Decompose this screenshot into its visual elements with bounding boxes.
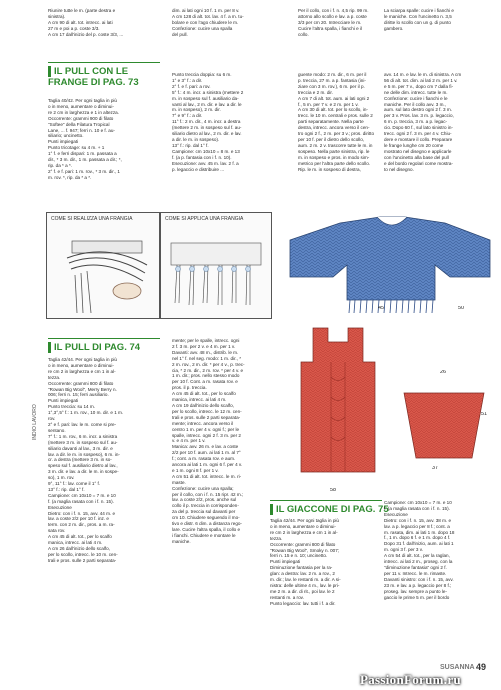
col4-top-text: La sciarpa spalle: cucire i fianchi e le maniche. Con l'uncinetto n. 3,5 diritte lo scollo con un g. di punto gambero. — [384, 8, 454, 31]
section-rule — [48, 62, 160, 63]
col3-top-text: Per il collo, con i f. n. 4,5 rip. 99 m. attorno allo scollo e lav. a p. coste 3/3 per cm 20. Intrecciare le m. Cucire l'altra spalla, i fianchi e il collo. — [298, 8, 369, 37]
heading-accent-bar — [270, 504, 273, 515]
col2-mid-text: Punto treccia doppia: su 6 m. 1° e 3° f.: a dir. 2° f. e f. pari: a rov. 5° f.: 4 m. incr. a sinistra (mettere 2 m. in sospeso sul f. ausiliario da- vanti al lav., 2 m. dir. e lav. a dir. le m. in sospeso), 2 m. dir. 7° e 9° f.: a dir. 11° f.: 2 m. dir., 4 m. incr. a destra (mettere 2 m. in sospeso sul f. au- siliario dietro al lav., 2 m. dir. e lav. a dir. le m. in sospeso). 13° f.: rip. dal 1° f. Campione: cm 10x10 = 8 m. e 13 f. (a p. fantasia con i f. n. 10). Esecuzione: avv. 45 m. lav. 2 f. a p. legaccio e distribuire ... — [172, 72, 244, 172]
fringe-diagram-apply — [160, 212, 272, 319]
dim-label-58: 58 — [330, 488, 337, 493]
dim-label-51: 51 — [481, 412, 488, 417]
dim-label-50: 50 — [458, 306, 465, 311]
heading-text: IL PULL CON LE FRANGE DI PAG. 73 — [48, 66, 139, 88]
red-sleeve-schematic — [394, 378, 494, 463]
col3-bottom-text: Taglia 42/44. Per ogni taglia in più o in meno, aumentare o diminui- re cm 2 in larghezza e cm 1 in al- tezza. Occorrente: grammi 800 di filato "Rowan Big Wool", Smoky n. 007; ferri n. 15 e n. 10; uncinetto. Punti impiegati Diminuzione fantasia per la ra- glan: a destra: lav. 2 m. a rov., 2 m. dir.; lav. le restanti m. a dir. A si- nistra: delle ultime 4 m., lav. le pri- me 2 m. a dir. di rit., poi lav. le 2 restanti m. a rov. Punto legaccio: lav. tutti i f. a dir. — [270, 518, 341, 606]
dim-label-45: 45 — [378, 306, 385, 311]
section-rule-3 — [270, 500, 382, 501]
heading-text: IL GIACCONE DI PAG. 75 — [276, 504, 389, 515]
dim-label-26: 26 — [440, 370, 447, 375]
section-heading-giaccone — [270, 504, 390, 515]
watermark: PassionForum.ru — [360, 672, 461, 687]
col3-mid-text: guente modo: 2 m. dir., 6 m. per il p. treccia, 27 m. a p. fantasia (ini- ziare con 3 m. rov.), 6 m. per il p. treccia e 2 m. dir. A cm 7 di alt. tot. aum. ai lati ogni 2 f., 5 m. per 7 v. e 2 m. per 1 v. A cm 30 di alt. tot. per lo scollo, in- trecc. le 10 m. centrali e pros. sulle 2 parti separatamente. Nella parte destra, intrecc. ancora verso il cen- tro ogni 2 f., 2 m. per 3 v.; pros. diritto per 10 f. per il dietro dello scollo, aum. 2 m. 2 v. trascorre tutte le m. in sospeso. Nella parte sinistra, rip. le m. in sospeso e pros. in modo sim- metrico per l'altra parte dello scollo. Rip. le m. in sospeso di destra, — [298, 72, 374, 172]
blue-sweater-schematic — [285, 205, 495, 315]
brand-footer: SUSANNA — [440, 664, 475, 671]
col2-top-text: dim. ai lati ogni 10 f. 1 m. per 8 v. A cm 128 di alt. tot. lav. 4 f. a m. tu- bolare e con l'ago chiudere le m. Confezione: cucire una spalla del pull. — [172, 8, 244, 37]
col4-mid-text: avv. 14 m. e lav. le m. di sinistra. A cm 56 di alt. tot. dim. ai lati 2 m. per 1 v. e 5 m. per 7 v., dopo cm 7 dalla fi- ne delle dim. intrecc. tutte le m. Confezione: cucire i fianchi e le maniche. Per il collo avv. 3 m., aum. sul lato destro ogni 2 f. 3 m. per 3 v. Pros. lav. 3 m. p. legaccio, 6 m. p. treccia, 3 m. a p. legac- cio. Dopo 60 f., sul lato sinistro in- trecc. ogni 2 f. 3 m. per 4 v. Chiu- dere e montare il collo. Preparare le frange lunghe cm 20 come mostrato nel disegno e applicarle con l'uncinetto alla base del pull e del bordo regolari come mostra- to nel disegno. — [384, 72, 462, 172]
col1-top-text: Riunire tutte le m. (parte destra e sinistra). A cm 90 di alt. tot. intrecc. ai lati 27 m e poi a p. coste 3/3. A cm 17 dall'inizio del p. coste 3/3, ... — [48, 8, 124, 37]
heading-accent-bar — [48, 342, 51, 353]
fringe-apply-caption: COME SI APPLICA UNA FRANGIA — [165, 216, 244, 222]
heading-accent-bar — [48, 66, 51, 77]
fringe-diagram-caption: COME SI REALIZZA UNA FRANGIA — [51, 216, 133, 222]
page-number: 49 — [476, 662, 487, 672]
col2-bottom-text: mente; per le spalle, intrecc. ogni 2 f. 3 m. per 2 v. e 4 m. per 1 v. Davanti: avv. 48 m., distrib. le m. nel 1° f. nel seg. modo: 1 m. dir., * 2 m. rov., 2 m. dir. * per 4 v., p. trec- cia, * 2 m. dir., 2 m. rov. * per 4 v. e 1 m. dir.; pros. nello stesso modo per 10 f. Cont. a m. rasata rov. e pros. il p. treccia. A cm 45 di alt. tot., per lo scalfo manica, intrecc. ai lati 4 m. A cm 19 dall'inizio dello scalfo, per lo scollo, intrecc. le 12 m. cen- trali e pros. sulle 2 parti separata- mente; intrecc. ancora verso il centro 1 m. per 4 v. ogni f.; per le spalle, intrecc. ogni 2 f. 3 m. per 2 v. e 4 m. per 1 v. Manica: avv. 26 m. e lav. a coste 2/2 per 10 f. aum. ai lati 1 m. al 7° f.; cont. a m. rasata rov. e aum. ancora ai lati 1 m. ogni 6 f. per 4 v. e 1 m. ogni 8 f. per 1 v. A cm 51 di alt. tot. intrecc. le m. ri- maste. Confezione: cucire una spalla; per il collo, con i f. n. 15 ripr. 42 m.; lav. a coste 2/2, pros. anche sul collo il p. treccia in corrisponden- za del p. treccia sul davanti per cm 10. Chiudere seguendo il mo- tivo e distr. 6 dim. a distanza rego- lare. Cucire l'altra spalla, il collo e i fianchi. Chiudere e montare le maniche. — [172, 338, 245, 544]
section-heading-pull-74 — [48, 342, 163, 353]
fringe-apply-illustration — [161, 213, 271, 318]
heading-text: IL PULL DI PAG. 74 — [54, 342, 141, 353]
side-section-label: INDIO LAVORO — [32, 404, 38, 440]
fringe-diagram-make — [46, 212, 160, 319]
dim-label-37: 37 — [432, 466, 439, 471]
red-sweater-schematic — [283, 322, 393, 487]
fringe-make-illustration — [47, 213, 159, 318]
col1-mid-text: Taglia 40/42. Per ogni taglia in più o in meno, aumentare o diminui- re 2 cm in larghezza e 1 in altezza. Occorrente: grammi 900 di filato "Softee" della Filatura Tropical Lane, ... f. 947; ferri n. 10 e f. au- siliario; uncinetto. Punti impiegati Punto tricotage: su 4 m. + 1 1° f. e ferri dispari: 1 m. passata a dir., * 3 m. dir., 1 m. passata a dir.; *, rip. da * a *. 2° f. e f. pari: 1 m. rov., * 3 m. dir., 1 m. rov. *, rip. da * a *. — [48, 98, 122, 180]
col4-bottom-text: Campione: cm 10x10 = 7 m. e 10 f. (a maglia rasata con i f. n. 15). Esecuzione Dietro: con i f. n. 15, avv. 38 m. e lav. a p. legaccio per 8 f.; cont. a m. rasata, dim. ai lati 1 m. dopo 18 f., 1 m. dopo 6 f. e 1 m. dopo 4 f. Dopo 31 f. dall'inizio, aum. ai lati 1 m. ogni 3 f. per 3 v. A cm 54 di alt. tot., per la raglan, intrecc. ai lati 2 m., proseg. con la "diminuzione fantasia" ogni 2 f. per 11 v. Intrecc. le m. rimaste. Davanti sinistro: con i f. n. 15, avv. 23 m. e lav. a p. legaccio per 8 f.; proseg. lav. sempre a punto le- gaccio le prime 5 m. per il bordo — [384, 500, 455, 600]
col1-bottom-text: Taglia 42/44. Per ogni taglia in più o in meno, aumentare o diminui- re cm 2 in larghezza e cm 1 in al- tezza. Occorrente: grammi 800 di filato "Rowan Big Wool", Merry Berry n. 006; ferri n. 15; ferri ausiliario. Punti impiegati Punto treccia: su 14 m. 1°,3°,5° f.: 1 m. rov., 10 m. dir. e 1 m. rov. 2° e f. pari: lav. le m. come si pre- sentano. 7° f.: 1 m. rov., 6 m. incr. a sinistra (mettere 3 m. in sospeso sul f. au- siliario davanti al lav., 3 m. dir. e lav. a dir. le m. in sospeso), 6 m. in- cr. a destra (mettere 3 m. in so- speso sul f. ausiliario dietro al lav., 3 m. dir. e lav. a dir. le m. in sospe- so), 1 m. rov. 9°, 11° f.: lav. come il 1° f. 13° f.: rip. dal 1° f. Campione: cm 10x10 = 7 m. e 10 f. (a maglia rasata con i f. n. 15). Esecuzione Dietro: con i f. n. 15, avv. 44 m. e lav. a coste 2/2 per 10 f. inz. e term. con 2 m. dir., pros. a m. ra- sata rov. A cm 45 di alt. tot., per lo scalfo manica, intrecc. ai lati 4 m. A cm 26 dall'inizio dello scalfo, per lo scollo, intrecc. le 10 m. cen- trali e pros. sulle 2 parti separata- — [48, 357, 124, 563]
section-rule-2 — [48, 338, 160, 339]
section-heading-pull-frange — [48, 66, 163, 88]
